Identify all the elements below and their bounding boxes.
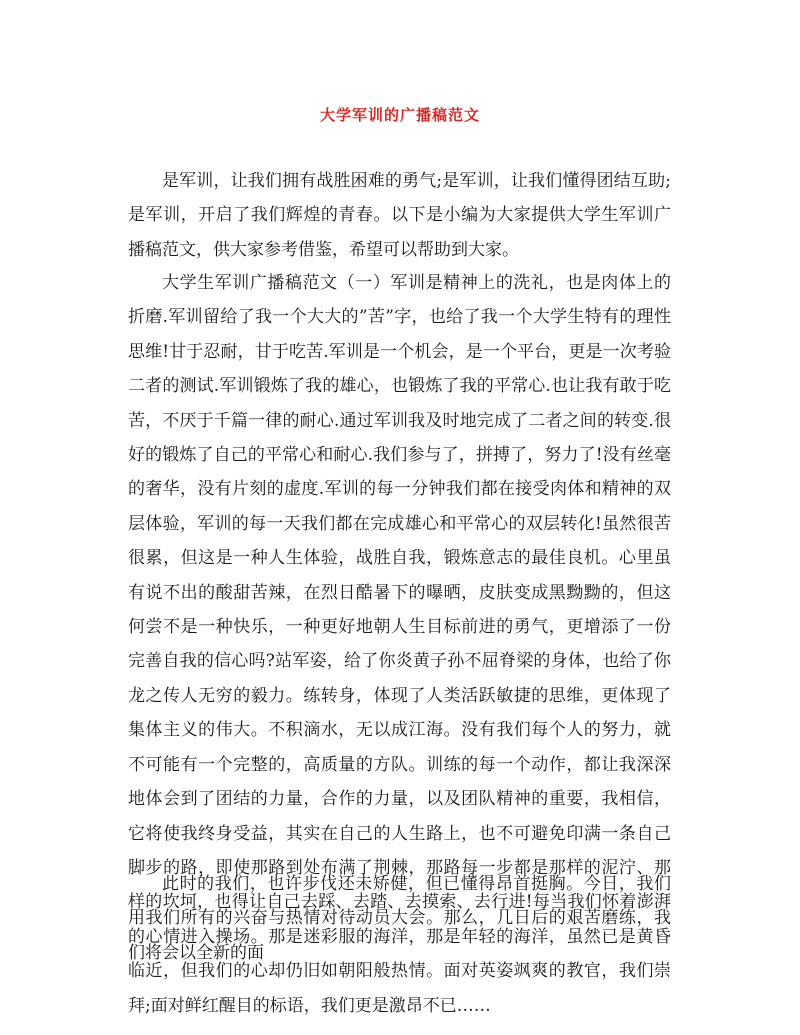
paragraph-sample-one: 大学生军训广播稿范文（一）军训是精神上的洗礼，也是肉体上的折磨.军训留给了我一个大大的”苦”字，也给了我一个大学生特有的理性思维!甘于忍耐，甘于吃苦.军训是一个机会，是一个平台，更是一次考验二者的测试.军训锻炼了我的雄心，也锻炼了我的平常心.也让我有敢于吃苦，不厌于千篇一律的耐心.通过军训我及时地完成了二者之间的转变.很好的锻炼了自己的平常心和耐心.我们参与了，拼搏了，努力了!没有丝毫的奢华，没有片刻的虚度.军训的每一分钟我们都在接受肉体和精神的双层体验，军训的每一天我们都在完成雄心和平常心的双层转化!虽然很苦很累，但这是一种人生体验，战胜自我，锻炼意志的最佳良机。心里虽有说不出的酸甜苦辣，在烈日酷暑下的曝晒，皮肤变成黑黝黝的，但这何尝不是一种快乐，一种更好地朝人生目标前进的勇气，更增添了一份完善自我的信心吗?站军姿，给了你炎黄子孙不屈脊梁的身体，也给了你龙之传人无穷的毅力。练转身，体现了人类活跃敏捷的思维，更体现了集体主义的伟大。不积滴水，无以成江海。没有我们每个人的努力，就不可能有一个完整的，高质量的方队。训练的每一个动作，都让我深深地体会到了团结的力量，合作的力量，以及团队精神的重要，我相信，它将使我终身受益，其实在自己的人生路上，也不可避免印满一条自己脚步的路，即使那路到处布满了荆棘，那路每一步都是那样的泥泞、那样的坎坷，也得让自己去踩、去踏、去摸索、去行进!每当我们怀着澎湃的心情进入操场。那是迷彩服的海洋，那是年轻的海洋，虽然已是黄昏临近，但我们的心却仍旧如朝阳般热情。面对英姿飒爽的教官，我们崇拜;面对鲜红醒目的标语，我们更是激昂不已……: [128, 273, 671, 1016]
paragraph-intro: 是军训，让我们拥有战胜困难的勇气;是军训，让我们懂得团结互助;是军训，开启了我们辉煌的青春。以下是小编为大家提供大学生军训广播稿范文，供大家参考借鉴，希望可以帮助到大家。: [128, 171, 671, 260]
document-title: 大学军训的广播稿范文: [319, 106, 480, 124]
paragraph-continuation: 此时的我们，也许步伐还未矫健，但已懂得昂首挺胸。今日，我们用我们所有的兴奋与热情对待动员大会。那么，几日后的艰苦磨练，我们将会以全新的面: [128, 874, 671, 963]
